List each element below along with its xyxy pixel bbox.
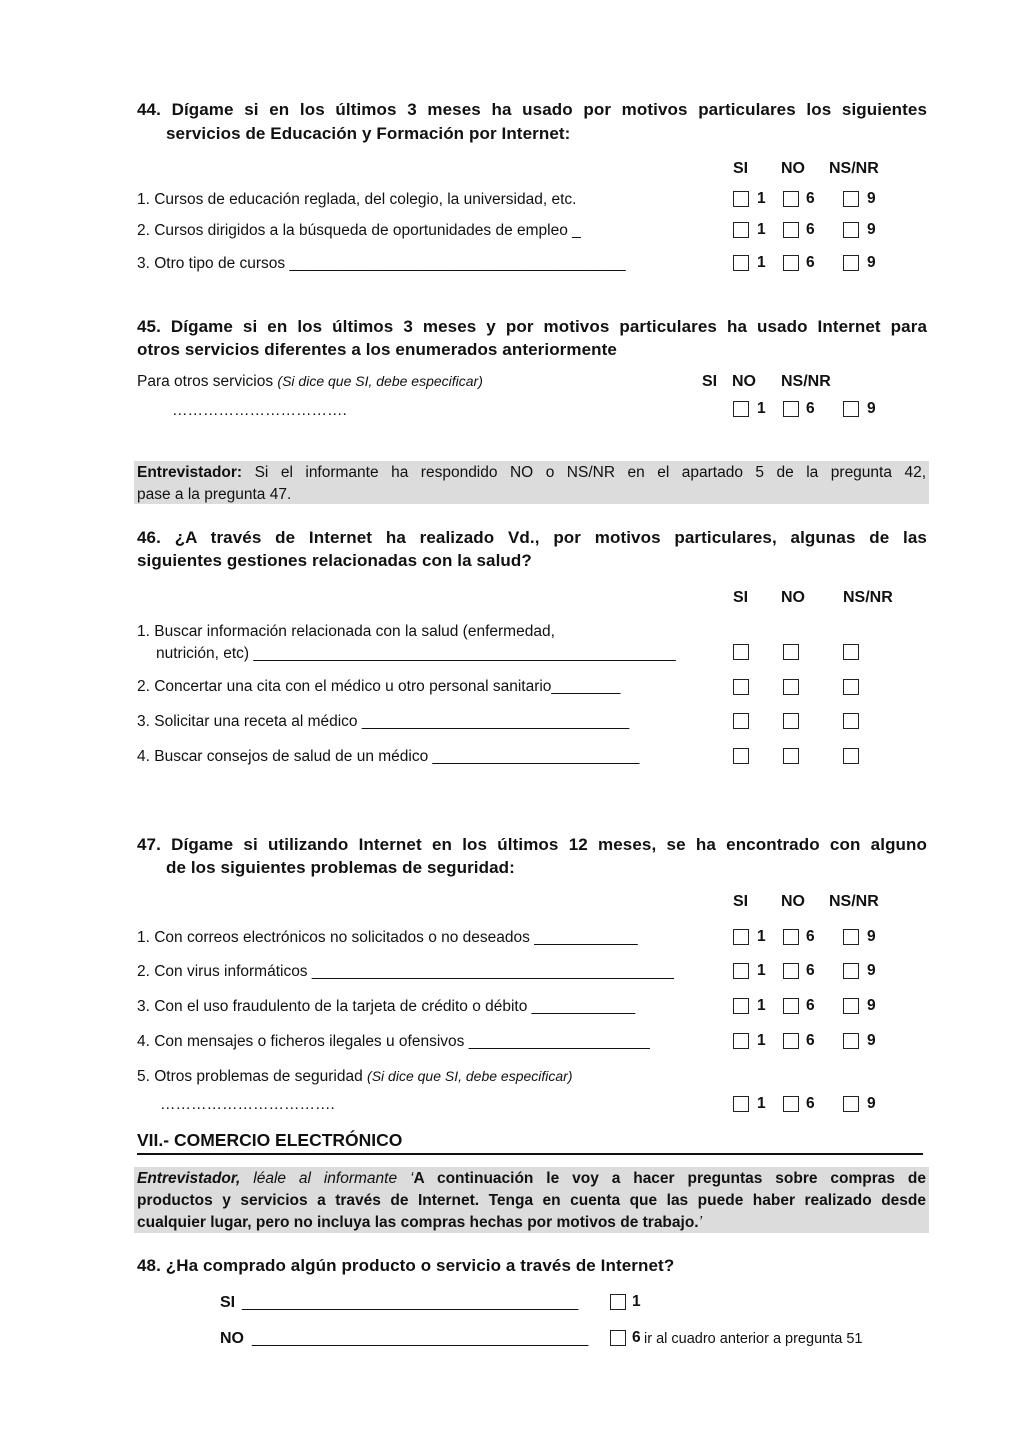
q44-item2-si-checkbox[interactable] — [733, 222, 749, 238]
code-1: 1 — [757, 221, 766, 238]
q44-item3-no-checkbox[interactable] — [783, 255, 799, 271]
q45-nsnr-checkbox[interactable] — [843, 401, 859, 417]
q44-title-line2: servicios de Educación y Formación por Internet: — [166, 124, 571, 143]
q44-item-2: 2. Cursos dirigidos a la búsqueda de oportunidades de empleo _ — [137, 222, 581, 239]
q46-item-1-line1: 1. Buscar información relacionada con la salud (enfermedad, — [137, 623, 555, 640]
code-6: 6 — [806, 997, 815, 1014]
q46-header-nsnr: NS/NR — [843, 589, 893, 606]
code-9: 9 — [867, 221, 876, 238]
q44-item1-si-checkbox[interactable] — [733, 191, 749, 207]
q47-item5-note: (Si dice que SI, debe especificar) — [367, 1068, 573, 1084]
code-1: 1 — [757, 254, 766, 271]
q47-item2-nsnr-checkbox[interactable] — [843, 963, 859, 979]
q44-header-si: SI — [733, 160, 749, 177]
code-1: 1 — [757, 190, 766, 207]
q48-no-checkbox[interactable] — [610, 1330, 626, 1346]
q46-item4-nsnr-checkbox[interactable] — [843, 748, 859, 764]
q44-item1-nsnr-checkbox[interactable] — [843, 191, 859, 207]
code-6: 6 — [806, 1032, 815, 1049]
interviewer-note-2-line3 — [137, 1214, 702, 1232]
code-1: 1 — [757, 400, 766, 417]
q47-title-line1: 47. Dígame si utilizando Internet en los últimos 12 meses, se ha encontrado con alguno — [137, 835, 927, 854]
q46-item-1-line2: nutrición, etc) _________________________________________________ — [156, 645, 676, 662]
q46-item-2: 2. Concertar una cita con el médico u otro personal sanitario________ — [137, 678, 621, 695]
q47-item2-no-checkbox[interactable] — [783, 963, 799, 979]
code-1: 1 — [757, 962, 766, 979]
code-6: 6 — [806, 190, 815, 207]
q46-item4-si-checkbox[interactable] — [733, 748, 749, 764]
interviewer-note-2-line2: productos y servicios a través de Internet. Tenga en cuenta que las puede haber realizado desde — [137, 1192, 926, 1209]
interviewer-note-2-text3: cualquier lugar, pero no incluya las compras hechas por motivos de trabajo. — [137, 1214, 699, 1231]
q47-item5-no-checkbox[interactable] — [783, 1096, 799, 1112]
q48-no-code: 6 — [632, 1329, 641, 1346]
code-9: 9 — [867, 928, 876, 945]
interviewer-label: Entrevistador: — [137, 464, 243, 481]
q46-item-3: 3. Solicitar una receta al médico _______________________________ — [137, 713, 630, 730]
code-1: 1 — [757, 928, 766, 945]
q46-title-line1: 46. ¿A través de Internet ha realizado Vd., por motivos particulares, algunas de las — [137, 528, 927, 547]
q45-title-line2: otros servicios diferentes a los enumerados anteriormente — [137, 340, 617, 359]
interviewer-note-1-line1 — [137, 464, 926, 482]
q46-item1-si-checkbox[interactable] — [733, 644, 749, 660]
q45-header-nsnr: NS/NR — [781, 373, 831, 390]
section-7-title: VII.- COMERCIO ELECTRÓNICO — [137, 1130, 403, 1150]
q47-item-2: 2. Con virus informáticos __________________________________________ — [137, 963, 674, 980]
q48-si-code: 1 — [632, 1293, 641, 1310]
q47-item3-nsnr-checkbox[interactable] — [843, 998, 859, 1014]
q45-si-checkbox[interactable] — [733, 401, 749, 417]
q45-specify-dots: ……………………………. — [172, 402, 347, 419]
q47-header-nsnr: NS/NR — [829, 893, 879, 910]
interviewer-note-2-end: ’ — [698, 1214, 703, 1231]
q45-item-note: (Si dice que SI, debe especificar) — [277, 373, 483, 389]
q46-item-4: 4. Buscar consejos de salud de un médico ________________________ — [137, 748, 640, 765]
q47-item4-si-checkbox[interactable] — [733, 1033, 749, 1049]
q47-item-4: 4. Con mensajes o ficheros ilegales u ofensivos _____________________ — [137, 1033, 650, 1050]
q45-title-line1: 45. Dígame si en los últimos 3 meses y por motivos particulares ha usado Internet para — [137, 317, 927, 336]
q45-item-text: Para otros servicios — [137, 373, 278, 390]
q48-title: 48. ¿Ha comprado algún producto o servicio a través de Internet? — [137, 1256, 675, 1275]
q47-specify-dots: ……………………………. — [160, 1096, 335, 1113]
q46-item1-no-checkbox[interactable] — [783, 644, 799, 660]
q44-item1-no-checkbox[interactable] — [783, 191, 799, 207]
q47-item4-no-checkbox[interactable] — [783, 1033, 799, 1049]
q45-header-no: NO — [732, 373, 756, 390]
code-1: 1 — [757, 1032, 766, 1049]
q46-item3-nsnr-checkbox[interactable] — [843, 713, 859, 729]
interviewer-note-2-lead: léale al informante ‘ — [240, 1170, 414, 1187]
q44-header-nsnr: NS/NR — [829, 160, 879, 177]
code-9: 9 — [867, 400, 876, 417]
q47-header-no: NO — [781, 893, 805, 910]
interviewer-label-2: Entrevistador, — [137, 1170, 241, 1187]
q45-header-si: SI — [702, 373, 718, 390]
q47-item1-no-checkbox[interactable] — [783, 929, 799, 945]
q47-item-5 — [137, 1068, 573, 1086]
q47-item3-si-checkbox[interactable] — [733, 998, 749, 1014]
q47-header-si: SI — [733, 893, 749, 910]
q47-item4-nsnr-checkbox[interactable] — [843, 1033, 859, 1049]
q47-item1-si-checkbox[interactable] — [733, 929, 749, 945]
code-1: 1 — [757, 1095, 766, 1112]
q44-item3-nsnr-checkbox[interactable] — [843, 255, 859, 271]
q48-no-line: _______________________________________ — [252, 1330, 589, 1347]
q46-item4-no-checkbox[interactable] — [783, 748, 799, 764]
section-7-rule — [137, 1153, 923, 1155]
q47-item5-text: 5. Otros problemas de seguridad — [137, 1068, 368, 1085]
q48-si-line: _______________________________________ — [242, 1294, 579, 1311]
code-9: 9 — [867, 254, 876, 271]
q46-title-line2: siguientes gestiones relacionadas con la salud? — [137, 551, 532, 570]
q48-si-checkbox[interactable] — [610, 1294, 626, 1310]
q46-item3-si-checkbox[interactable] — [733, 713, 749, 729]
q44-item3-si-checkbox[interactable] — [733, 255, 749, 271]
interviewer-note-1-line2: pase a la pregunta 47. — [137, 486, 292, 503]
q47-item2-si-checkbox[interactable] — [733, 963, 749, 979]
code-6: 6 — [806, 221, 815, 238]
interviewer-note-1-text: Si el informante ha respondido NO o NS/NR en el apartado 5 de la pregunta 42, — [242, 464, 926, 481]
code-9: 9 — [867, 1095, 876, 1112]
q46-item3-no-checkbox[interactable] — [783, 713, 799, 729]
q44-item2-nsnr-checkbox[interactable] — [843, 222, 859, 238]
q46-item2-si-checkbox[interactable] — [733, 679, 749, 695]
code-1: 1 — [757, 997, 766, 1014]
q46-header-si: SI — [733, 589, 749, 606]
q47-item1-nsnr-checkbox[interactable] — [843, 929, 859, 945]
q47-item3-no-checkbox[interactable] — [783, 998, 799, 1014]
code-9: 9 — [867, 997, 876, 1014]
q47-item5-nsnr-checkbox[interactable] — [843, 1096, 859, 1112]
q47-title-line2: de los siguientes problemas de seguridad: — [166, 858, 515, 877]
interviewer-note-2-line1 — [137, 1170, 926, 1188]
q45-item-label — [137, 373, 483, 391]
q47-item-3: 3. Con el uso fraudulento de la tarjeta de crédito o débito ____________ — [137, 998, 636, 1015]
q46-item2-no-checkbox[interactable] — [783, 679, 799, 695]
q44-item-3: 3. Otro tipo de cursos _______________________________________ — [137, 255, 626, 272]
q44-item-1: 1. Cursos de educación reglada, del colegio, la universidad, etc. — [137, 191, 577, 208]
q44-title-line1: 44. Dígame si en los últimos 3 meses ha usado por motivos particulares los siguientes — [137, 100, 927, 119]
q46-item2-nsnr-checkbox[interactable] — [843, 679, 859, 695]
q45-no-checkbox[interactable] — [783, 401, 799, 417]
code-6: 6 — [806, 254, 815, 271]
interviewer-note-2-text1: A continuación le voy a hacer preguntas sobre compras de — [413, 1170, 926, 1187]
q44-item2-no-checkbox[interactable] — [783, 222, 799, 238]
code-9: 9 — [867, 190, 876, 207]
q48-si-label: SI — [220, 1294, 236, 1311]
code-9: 9 — [867, 962, 876, 979]
code-6: 6 — [806, 962, 815, 979]
code-6: 6 — [806, 928, 815, 945]
q46-item1-nsnr-checkbox[interactable] — [843, 644, 859, 660]
q47-item-1: 1. Con correos electrónicos no solicitados o no deseados ____________ — [137, 929, 638, 946]
q47-item5-si-checkbox[interactable] — [733, 1096, 749, 1112]
q48-no-note: ir al cuadro anterior a pregunta 51 — [644, 1331, 863, 1347]
q46-header-no: NO — [781, 589, 805, 606]
q48-no-label: NO — [220, 1330, 244, 1347]
code-6: 6 — [806, 400, 815, 417]
code-6: 6 — [806, 1095, 815, 1112]
q44-header-no: NO — [781, 160, 805, 177]
code-9: 9 — [867, 1032, 876, 1049]
